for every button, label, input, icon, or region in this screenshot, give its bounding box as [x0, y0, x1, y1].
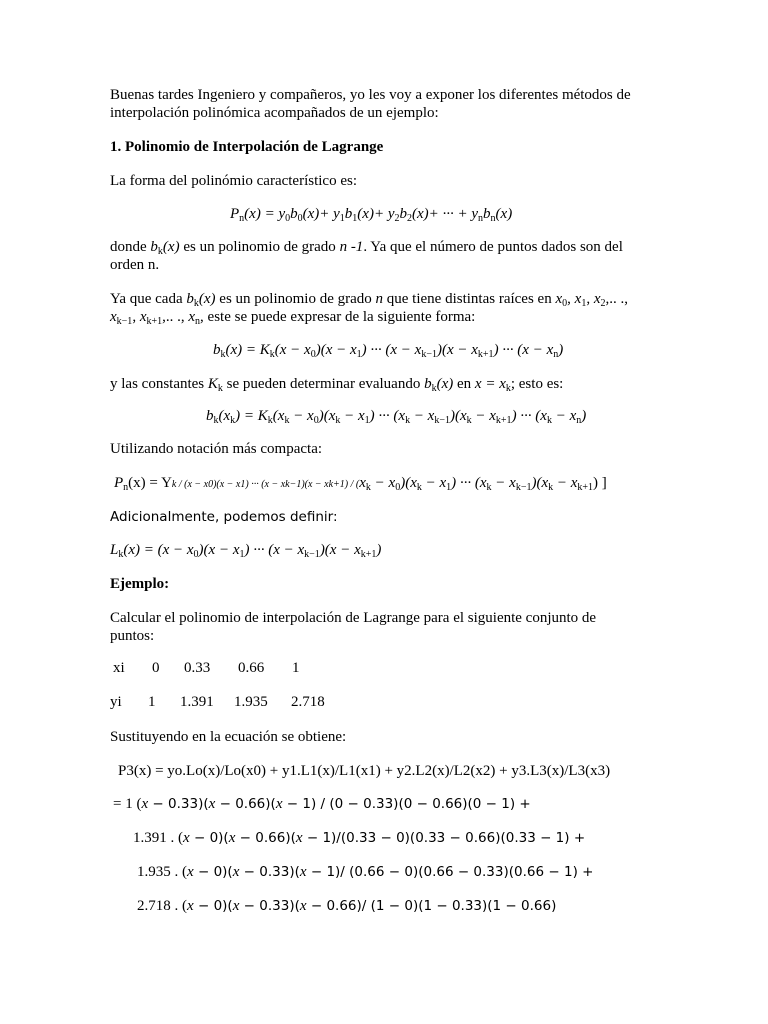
xi-label: xi [113, 660, 125, 676]
calc-line-3: 1.935 . (x − 0)(x − 0.33)(x − 1)/ (0.66 − 0)(0.66 − 0.33)(0.66 − 1) + [137, 864, 594, 880]
yi-value: 1.391 [180, 694, 214, 710]
intro-line-1: Buenas tardes Ingeniero y compañeros, yo les voy a exponer los diferentes métodos de [110, 87, 631, 103]
calc-text-line-2: puntos: [110, 628, 155, 644]
sust-text: Sustituyendo en la ecuación se obtiene: [110, 729, 347, 745]
intro-line-2: interpolación polinómica acompañados de un ejemplo: [110, 105, 439, 121]
ya-text-line-2: $x_{k-1}$, $x_{k+1}$,.. ., $x_n$, este se puede expresar de la siguiente forma: [110, 309, 476, 327]
equation-pn: $P_n(x) = y_0b_0(x)+ y_1b_1(x)+ y_2b_2(x)+$ ··· + $y_nb_n(x)$ [230, 206, 513, 224]
form-text: La forma del polinómio característico es: [110, 173, 357, 189]
p3-formula: P3(x) = yo.Lo(x)/Lo(x0) + y1.L1(x)/L1(x1) + y2.L2(x)/L2(x2) + y3.L3(x)/L3(x3) [118, 763, 611, 779]
ejemplo-heading: Ejemplo: [110, 576, 170, 592]
equation-lk: $L_k(x) = (x - x_0)(x - x_1)$ ··· $(x - x_{k-1})(x - x_{k+1})$ [110, 542, 382, 560]
yi-value: 2.718 [291, 694, 325, 710]
xi-value: 0 [152, 660, 160, 676]
donde-text-line-2: orden n. [110, 257, 160, 273]
table-row-xi [0, 660, 768, 678]
compact-text: Utilizando notación más compacta: [110, 441, 323, 457]
yi-label: yi [110, 694, 122, 710]
equation-bk-xk: $b_k(x_k) = K_k(x_k - x_0)(x_k - x_1)$ ··· $(x_k - x_{k-1})(x_k - x_{k+1})$ ··· $(x_k - x_n)$ [206, 408, 587, 426]
yi-value: 1.935 [234, 694, 268, 710]
equation-bk: $b_k(x) = K_k(x - x_0)(x - x_1)$ ··· $(x - x_{k-1})(x - x_{k+1})$ ··· $(x - x_n)$ [213, 342, 564, 360]
ya-text: Ya que cada $b_k(x)$ es un polinomio de grado n que tiene distintas raíces en $x_0$, $x_1$, $x_2$,.. ., [110, 291, 628, 309]
xi-value: 1 [292, 660, 300, 676]
yi-value: 1 [148, 694, 156, 710]
donde-text: donde $b_k(x)$ es un polinomio de grado n -1. Ya que el número de puntos dados son del [110, 239, 623, 257]
calc-line-2: 1.391 . (x − 0)(x − 0.66)(x − 1)/(0.33 − 0)(0.33 − 0.66)(0.33 − 1) + [133, 830, 586, 846]
equation-pn-compact: $P_n(x) = Yk / (x - x0)(x - x1)$ ··· $(x - xk-1)(x - xk+1) / (x_k - x_0)(x_k - x_1)$ ··· $(x_k - x_{k-1})(x_k - x_{k+1})$ ] [114, 475, 607, 493]
xi-value: 0.66 [238, 660, 265, 676]
constants-text: y las constantes $K_k$ se pueden determinar evaluando $b_k(x)$ en $x = x_k$; esto es: [110, 376, 564, 394]
calc-line-1: = 1 (x − 0.33)(x − 0.66)(x − 1) / (0 − 0.33)(0 − 0.66)(0 − 1) + [113, 796, 531, 812]
section-heading-lagrange: 1. Polinomio de Interpolación de Lagrange [110, 139, 384, 155]
xi-value: 0.33 [184, 660, 211, 676]
table-row-yi [0, 694, 768, 712]
calc-line-4: 2.718 . (x − 0)(x − 0.33)(x − 0.66)/ (1 − 0)(1 − 0.33)(1 − 0.66) [137, 898, 557, 914]
calc-text-line-1: Calcular el polinomio de interpolación de Lagrange para el siguiente conjunto de [110, 610, 597, 626]
adicional-text: Adicionalmente, podemos definir: [110, 509, 338, 525]
